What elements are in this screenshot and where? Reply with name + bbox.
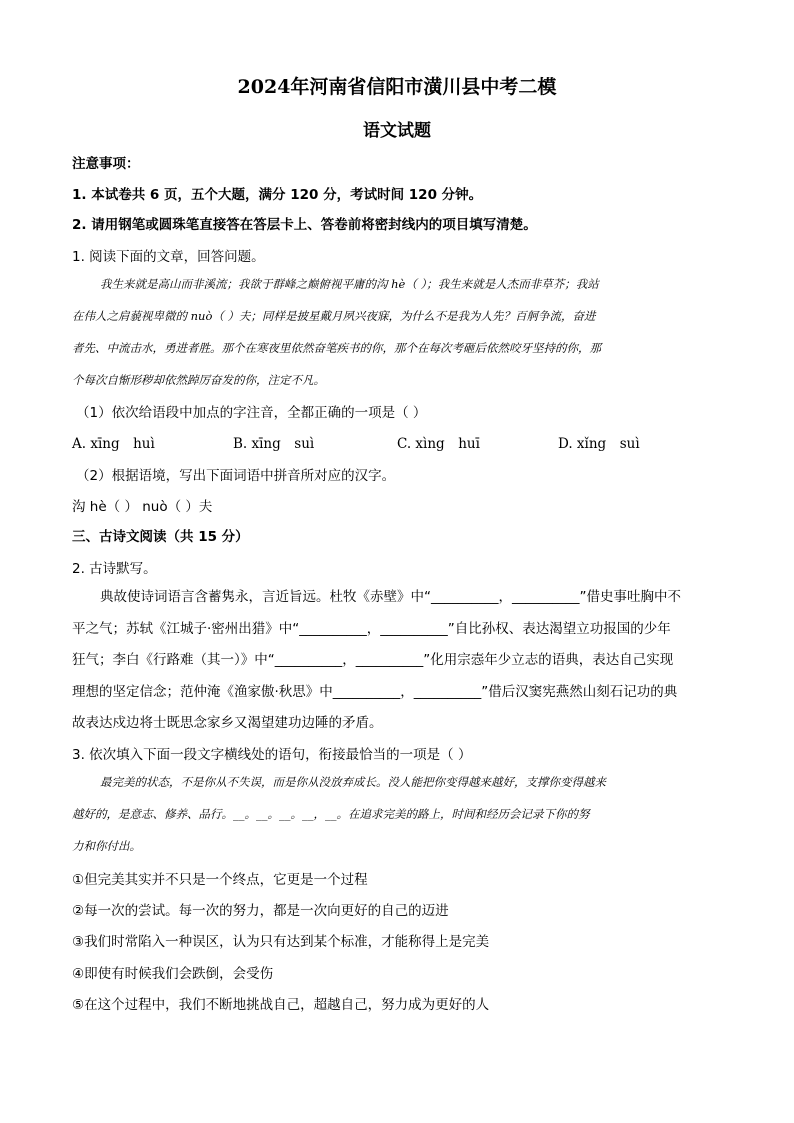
passage-line: 在伟人之肩藐视卑微的 nuò（ ）夫；同样是披星戴月夙兴夜寐，为什么不是我为人先？百舸争流，奋进 [72,309,596,323]
question-1-sub1: （1）依次给语段中加点的字注音，全都正确的一项是（ ） [76,405,427,421]
notice-item: 1. 本试卷共 6 页，五个大题，满分 120 分，考试时间 120 分钟。 [72,187,483,203]
passage-line: 力和你付出。 [72,839,141,853]
passage-line: 者先、中流击水，勇进者胜。那个在寒夜里依然奋笔疾书的你，那个在每次考砸后依然咬牙坚持的你，那 [72,341,601,355]
option-a: A. xīng huì [72,436,155,452]
body-line: 典故使诗词语言含蓄隽永，言近旨远。杜牧《赤壁》中“__________，__________”借史事吐胸中不 [100,589,681,605]
question-1-passage [72,268,720,396]
option-d: D. xǐng suì [558,436,640,452]
notice-item: 2. 请用钢笔或圆珠笔直接答在答层卡上、答卷前将密封线内的项目填写清楚。 [72,217,537,233]
body-line: 平之气；苏轼《江城子·密州出猎》中“__________，__________”自比孙权、表达渴望立功报国的少年 [72,620,671,637]
body-line: 狂气；李白《行路难（其一）》中“__________，__________”化用宗悫年少立志的语典，表达自己实现 [72,652,674,668]
option-b: B. xīng suì [233,436,315,452]
passage-line: 最完美的状态，不是你从不失误，而是你从没放弃成长。没人能把你变得越来越好，支撑你变得越来 [100,775,606,789]
page-subtitle: 语文试题 [363,121,431,141]
passage-line: 越好的，是意志、修养、品行。__。__。__。__，__。在追求完美的路上，时间和经历会记录下你的努 [72,807,590,821]
choice-item: ②每一次的尝试。每一次的努力，都是一次向更好的自己的迈进 [72,903,449,919]
choice-item: ④即使有时候我们会跌倒，会受伤 [72,966,274,982]
question-1-sub2: （2）根据语境，写出下面词语中拼音所对应的汉字。 [76,468,396,484]
body-line: 理想的坚定信念；范仲淹《渔家傲·秋思》中__________，__________”借后汉窦宪燕然山刻石记功的典 [72,683,678,700]
passage-line: 个每次自惭形秽却依然踔厉奋发的你，注定不凡。 [72,373,325,387]
body-line: 故表达戍边将士既思念家乡又渴望建功边陲的矛盾。 [72,715,383,731]
passage-line: 我生来就是高山而非溪流；我欲于群峰之巅俯视平庸的沟 hè（ ）；我生来就是人杰而非草芥；我站 [100,277,599,291]
notice-heading: 注意事项： [72,156,140,172]
choice-item: ③我们时常陷入一种误区，认为只有达到某个标准，才能称得上是完美 [72,934,490,950]
question-2-body [72,582,722,740]
choice-item: ①但完美其实并不只是一个终点，它更是一个过程 [72,872,368,888]
question-3-passage [72,766,720,862]
page-title: 2024年河南省信阳市潢川县中考二模 [237,76,557,98]
question-2-prompt: 2. 古诗默写。 [72,561,157,577]
question-3-prompt: 3. 依次填入下面一段文字横线处的语句，衔接最恰当的一项是（ ） [72,747,472,763]
option-c: C. xìng huī [397,436,480,452]
section-heading: 三、古诗文阅读（共 15 分） [72,529,249,545]
answer-line: 沟 hè（ ） nuò（ ）夫 [72,499,213,515]
question-1-prompt: 1. 阅读下面的文章，回答问题。 [72,249,265,265]
choice-item: ⑤在这个过程中，我们不断地挑战自己，超越自己，努力成为更好的人 [72,997,490,1013]
